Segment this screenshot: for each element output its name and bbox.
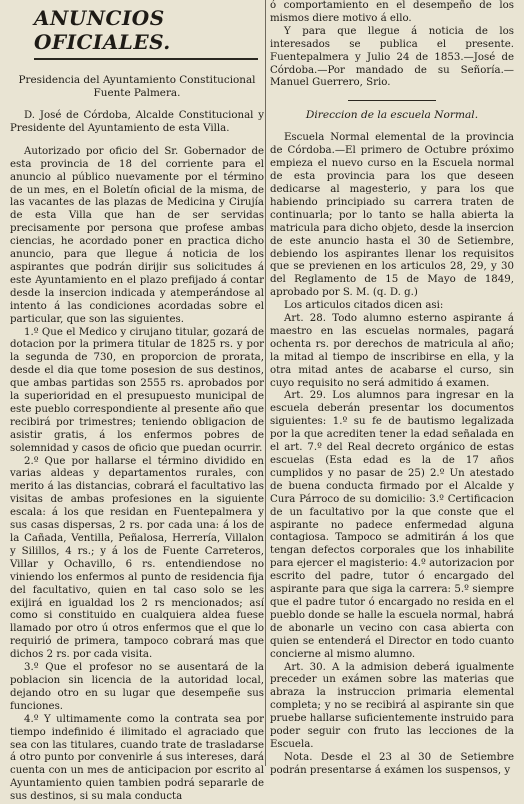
right-heading: Direccion de la escuela Normal. — [305, 109, 479, 122]
left-paragraph: 4.º Y ultimamente como la contrata sea por tiempo indefinido é ilimitado el agraciado que sea con las titulares, cuando trate de trasladarse á otro punto por convenirle á sus intereses, dará cuenta con un mes de anticipacion por escrito al Ayuntamiento quien tambien podrá separarle de sus destinos, si su mala conducta — [10, 713, 264, 803]
section-rule — [348, 100, 436, 101]
left-paragraph: 1.º Que el Medico y cirujano titular, gozará de dotacion por la primera titular de 1825 rs. y por la segunda de 730, en proporcion de prorata, desde el dia que tome posesion de sus destinos, que ambas partidas son 2555 rs. aprobados por la superioridad en el presupuesto municipal de este pueblo correspondiente al presente año que recibirá por trimestres; teniendo obligacion de asistir gratis, á los enfermos pobres de solemnidad y casos de oficio que puedan ocurrir. — [10, 326, 264, 454]
right-column — [270, 0, 514, 778]
left-paragraph: Autorizado por oficio del Sr. Gobernador de esta provincia de 18 del corriente para el anuncio al público nuevamente por el término de un mes, en el Boletín oficial de la misma, de las vacantes de las plazas de Medicina y Cirujía de esta Villa que han de ser servidas precisamente por persona que profese ambas ciencias, he acordado poner en practica dicho anuncio, para que llegue á noticia de los aspirantes que podrán dirijir sus solicitudes á este Ayuntamiento en el plazo prefijado á contar desde la insercion indicada y atemperándose al intento á las condiciones acordadas sobre el particular, que son las siguientes. — [10, 145, 264, 325]
right-paragraph: Art. 28. Todo alumno esterno aspirante á maestro en las escuelas normales, pagará ochenta rs. por derechos de matricula al año; la mitad al tiempo de inscribirse en ella, y la otra mitad antes de acabarse el curso, sin cuyo requisito no será admitido á examen. — [270, 313, 514, 389]
right-paragraph: Los articulos citados dicen asi: — [284, 300, 444, 312]
right-paragraph: Art. 30. A la admision deberá igualmente preceder un exámen sobre las materias que abraza la instruccion primaria elemental completa; y no se recibirá al aspirante sin que pruebe hallarse suficientemente instruido para poder seguir con fruto las lecciones de la Escuela. — [270, 661, 514, 750]
right-paragraph: ó comportamiento en el desempeño de los mismos diere motivo á ello. — [270, 0, 514, 24]
announcement-header: D. José de Córdoba, Alcalde Constitucional y Presidente del Ayuntamiento de esta Villa. — [10, 110, 264, 134]
left-column — [10, 0, 264, 804]
section-title: ANUNCIOS OFICIALES. — [34, 6, 171, 54]
left-paragraph: 2.º Que por hallarse el término dividido en varias aldeas y departamentos rurales, con merito á las distancias, cobrará el facultativo las visitas de ambas profesiones en la siguiente escala: á los que residan en Fuentepalmera y sus casas dispersas, 2 rs. por cada una: á los de la Cañada, Ventilla, Peñalosa, Herrería, Villalon y Silillos, 4 rs.; y á los de Fuente Carreteros, Villar y Ochavillo, 6 rs. entendiendose no viniendo los enfermos al punto de residencia fija del facultativo, quien en tal caso solo se les exijirá en igualdad los 2 rs mencionados; así como si constituido en cualquiera aldea fuese llamado por otro ú otros enfermos que el que lo requirió de primera, tampoco cobrará mas que dichos 2 rs. por cada visita. — [10, 455, 264, 661]
right-paragraph: Y para que llegue á noticia de los interesados se publica el presente. Fuentepalmera y Julio 24 de 1853.—José de Córdoba.—Por mandado de su Señoría.— Manuel Guerrero, Srio. — [270, 25, 514, 89]
title-rule — [34, 58, 258, 60]
left-subheading: Presidencia del Ayuntamiento Constitucional Fuente Palmera. — [18, 74, 256, 99]
left-paragraph: 3.º Que el profesor no se ausentará de la poblacion sin licencia de la autoridad local, dejando otro en su lugar que desempeñe sus funciones. — [10, 662, 264, 712]
right-paragraph: Nota. Desde el 23 al 30 de Setiembre podrán presentarse á exámen los suspensos, y — [270, 751, 514, 776]
column-divider — [265, 0, 266, 766]
right-paragraph: Art. 29. Los alumnos para ingresar en la escuela deberán presentar los documentos siguientes: 1.º su fe de bautismo legalizada por la que acrediten tener la edad señalada en el art. 7.º del Real decreto orgánico de estas escuelas (Esta edad es la de 17 años cumplidos y no pasar de 25) 2.º Un atestado de buena conducta firmado por el Alcalde y Cura Párroco de su domicilio: 3.º Certificacion de un facultativo por la que conste que el aspirante no padece enfermedad alguna contagiosa. Tampoco se admitirán á los que tengan defectos corporales que los inhabilite para ejercer el magisterio: 4.º autorizacion por escrito del padre, tutor ó encargado del aspirante para que siga la carrera: 5.º siempre que el padre tutor ó encargado no resida en el pueblo donde se halle la escuela normal, habrá de abonarle un vecino con casa abierta con quien se entenderá el Director en todo cuanto concierne al mismo alumno. — [270, 390, 515, 660]
right-paragraph: Escuela Normal elemental de la provincia de Córdoba.—El primero de Octubre próximo empieza el nuevo curso en la Escuela normal de esta provincia para los que deseen dedicarse al magesterio, y para los que habiendo principiado su carrera traten de continuarla; por lo tanto se halla abierta la matricula para dicho objeto, desde la insercion de este anuncio hasta el 30 de Setiembre, debiendo los aspirantes llenar los requisitos que se previenen en los articulos 28, 29, y 30 del Reglamento de 15 de Mayo de 1849, aprobado por S. M. (q. D. g.) — [270, 132, 514, 299]
spacer — [10, 136, 264, 146]
